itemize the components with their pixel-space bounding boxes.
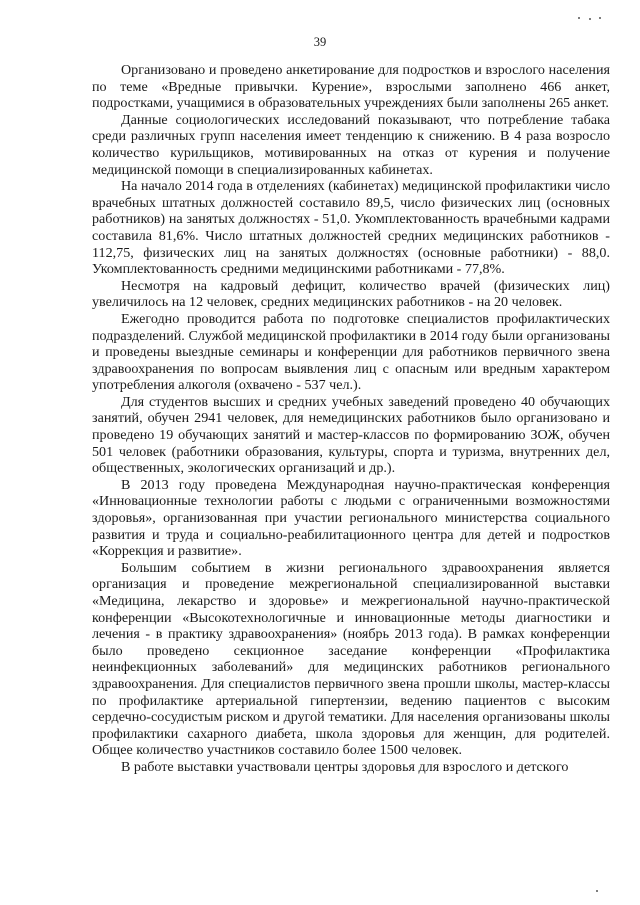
paragraph-staff-growth: Несмотря на кадровый дефицит, количество врачей (физических лиц) увеличилось на 12 человек, средних медицинских работников - на 20 человек.	[92, 277, 610, 311]
scan-speck	[599, 17, 601, 19]
paragraph-tobacco: Данные социологических исследований показывают, что потребление табака среди различных групп населения имеет тенденцию к снижению. В 4 раза возросло количество курильщиков, мотивированных на отказ от курения и получение медицинской помощи в специализированных кабинетах.	[92, 111, 610, 178]
paragraph-exhibition: Большим событием в жизни регионального здравоохранения является организация и проведение межрегиональной специализированной выставки «Медицина, лекарство и здоровье» и межрегиональной научно-практической конференции «Высокотехнологичные и инновационные методы диагностики и лечения - в практику здравоохранения» (ноябрь 2013 года). В рамках конференции было проведено секционное заседание конференции «Профилактика неинфекционных заболеваний» для медицинских работников регионального здравоохранения. Для специалистов первичного звена прошли школы, мастер-классы по профилактике артериальной гипертензии, ведению пациентов с высоким сердечно-сосудистым риском и другой тематики. Для населения организованы школы профилактики сахарного диабета, школа здоровья для женщин, для родителей. Общее количество участников составило более 1500 человек.	[92, 559, 610, 759]
paragraph-conference-2013: В 2013 году проведена Международная научно-практическая конференция «Инновационные технологии работы с людьми с ограниченными возможностями здоровья», организованная при участии регионального министерства социального развития и труда и социально-реабилитационного центра для детей и подростков «Коррекция и развитие».	[92, 476, 610, 560]
scan-speck	[578, 17, 580, 19]
page-number: 39	[313, 35, 327, 49]
scan-speck	[589, 18, 591, 20]
paragraph-survey: Организовано и проведено анкетирование для подростков и взрослого населения по теме «Вредные привычки. Курение», взрослыми заполнено 466 анкет, подростками, учащимися в образовательных учреждениях были заполнены 265 анкет.	[92, 62, 610, 112]
scan-speck	[596, 890, 598, 892]
paragraph-health-centers: В работе выставки участвовали центры здоровья для взрослого и детского	[121, 758, 569, 775]
body-text	[92, 62, 610, 776]
paragraph-students: Для студентов высших и средних учебных заведений проведено 40 обучающих занятий, обучен 2941 человек, для немедицинских работников было организовано и проведено 19 обучающих занятий и мастер-классов по формированию ЗОЖ, обучен 501 человек (работники образования, культуры, спорта и туризма, внутренних дел, общественных, экологических организаций и др.).	[92, 393, 610, 477]
paragraph-training: Ежегодно проводится работа по подготовке специалистов профилактических подразделений. Службой медицинской профилактики в 2014 году были организованы и проведены выездные семинары и конференции для работников первичного звена здравоохранения по вопросам выявления лиц с опасным или вредным характером употребления алкоголя (охвачено - 537 чел.).	[92, 310, 610, 394]
paragraph-staffing: На начало 2014 года в отделениях (кабинетах) медицинской профилактики число врачебных штатных должностей составило 89,5, число физических лиц (основных работников) на занятых должностях - 51,0. Укомплектованность врачебными кадрами составила 81,6%. Число штатных должностей средних медицинских работников - 112,75, физических лиц на занятых должностях (основные работники) - 88,0. Укомплектованность средними медицинскими работниками - 77,8%.	[92, 178, 610, 278]
